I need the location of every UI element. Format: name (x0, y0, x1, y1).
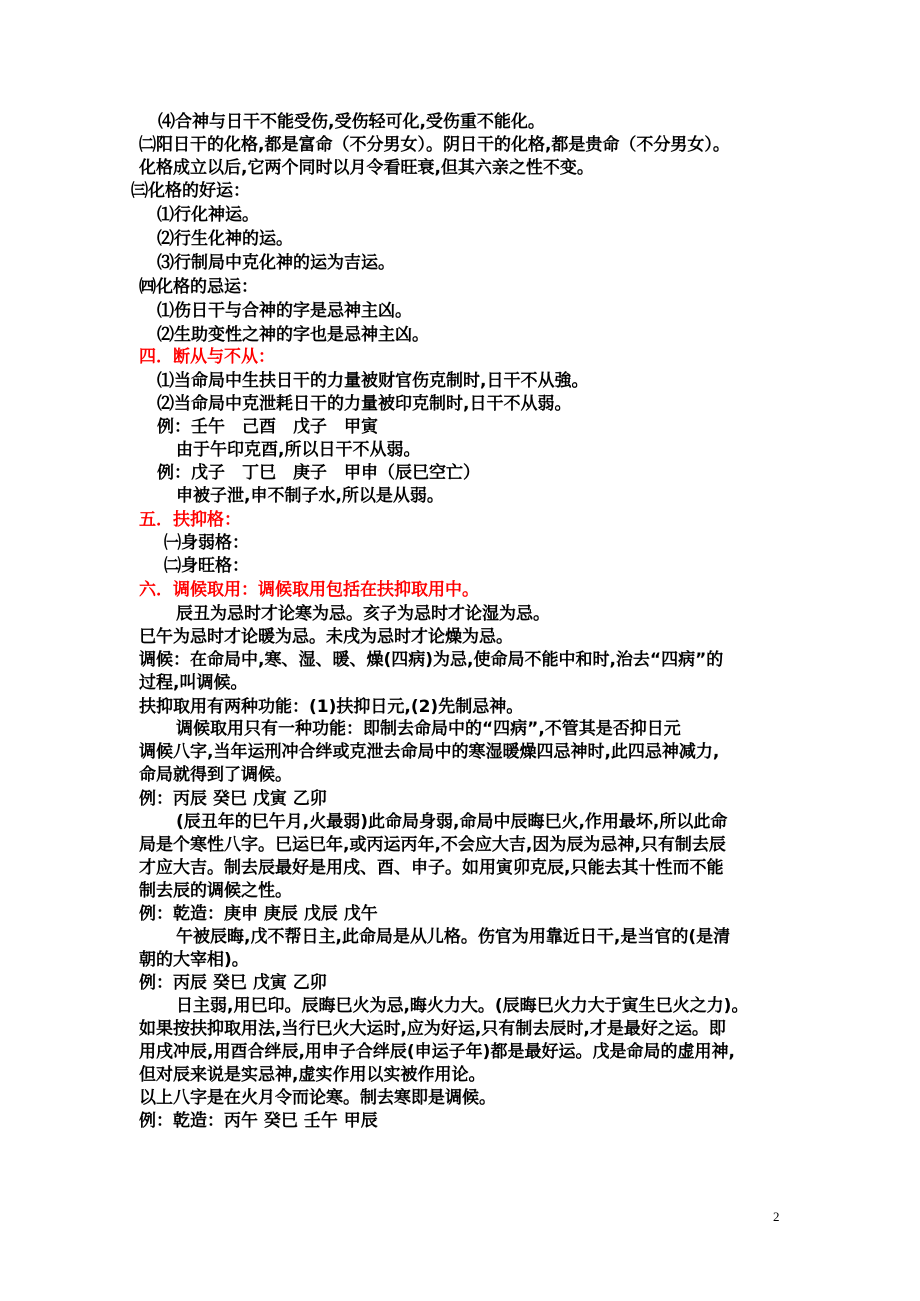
text-line-2: ㈡阳日干的化格,都是富命（不分男女）。阴日干的化格,都是贵命（不分男女）。 (139, 135, 730, 155)
text-line-29: 命局就得到了调候。 (139, 765, 292, 785)
text-line-22: 辰丑为忌时才论寒为忌。亥子为忌时才论湿为忌。 (176, 604, 550, 624)
text-line-12: ⑴当命局中生扶日干的力量被财官伤克制时,日干不从強。 (157, 371, 589, 391)
text-line-8: ㈣化格的忌运： (139, 277, 258, 297)
text-line-25: 过程,叫调候。 (139, 673, 248, 693)
text-line-17: 申被子泄,申不制子水,所以是从弱。 (176, 486, 444, 506)
section-heading-5: 五．扶抑格： (139, 510, 241, 530)
text-line-10: ⑵生助变性之神的字也是忌神主凶。 (157, 325, 429, 345)
text-line-36: 午被辰晦,戊不帮日主,此命局是从儿格。伤官为用靠近日干,是当官的(是清 (176, 927, 731, 947)
text-line-15: 由于午印克酉,所以日干不从弱。 (176, 440, 421, 460)
text-line-27: 调候取用只有一种功能：即制去命局中的“四病”,不管其是否抑日元 (176, 719, 681, 739)
text-line-20: ㈡身旺格： (164, 556, 249, 576)
text-line-4: ㈢化格的好运： (131, 181, 250, 201)
text-line-41: 用戌冲辰,用酉合绊辰,用申子合绊辰(申运子年)都是最好运。戊是命局的虚用神, (139, 1042, 735, 1062)
text-line-23: 巳午为忌时才论暖为忌。未戌为忌时才论燥为忌。 (139, 627, 513, 647)
text-line-13: ⑵当命局中克泄耗日干的力量被印克制时,日干不从弱。 (157, 394, 572, 414)
text-line-34: 制去辰的调候之性。 (139, 881, 292, 901)
text-line-32: 局是个寒性八字。巳运巳年,或丙运丙年,不会应大吉,因为辰为忌神,只有制去辰 (139, 835, 726, 855)
text-line-5: ⑴行化神运。 (157, 205, 259, 225)
text-line-30: 例：丙辰 癸巳 戊寅 乙卯 (139, 789, 327, 809)
text-line-38: 例：丙辰 癸巳 戊寅 乙卯 (139, 973, 327, 993)
text-line-31: (辰丑年的巳午月,火最弱)此命局身弱,命局中辰晦巳火,作用最坏,所以此命 (176, 812, 728, 832)
text-line-6: ⑵行生化神的运。 (157, 229, 293, 249)
text-line-9: ⑴伤日干与合神的字是忌神主凶。 (157, 301, 412, 321)
text-line-14: 例：壬午 己酉 戊子 甲寅 (157, 417, 378, 437)
text-line-24: 调候：在命局中,寒、湿、暖、燥(四病)为忌,使命局不能中和时,治去“四病”的 (139, 650, 724, 670)
text-line-1: ⑷合神与日干不能受伤,受伤轻可化,受伤重不能化。 (158, 112, 545, 132)
text-line-35: 例：乾造：庚申 庚辰 戊辰 戊午 (139, 904, 378, 924)
text-line-7: ⑶行制局中克化神的运为吉运。 (157, 253, 395, 273)
text-line-44: 例：乾造：丙午 癸巳 壬午 甲辰 (139, 1111, 378, 1131)
text-line-26: 扶抑取用有两种功能：(1)扶抑日元,(2)先制忌神。 (139, 697, 524, 717)
text-line-28: 调候八字,当年运刑冲合绊或克泄去命局中的寒湿暖燥四忌神时,此四忌神减力, (139, 742, 720, 762)
text-line-3: 化格成立以后,它两个同时以月令看旺衰,但其六亲之性不变。 (139, 158, 594, 178)
text-line-33: 才应大吉。制去辰最好是用戌、酉、申子。如用寅卯克辰,只能去其十性而不能 (139, 858, 724, 878)
page-number: 2 (773, 1209, 780, 1224)
text-line-39: 日主弱,用巳印。辰晦巳火为忌,晦火力大。(辰晦巳火力大于寅生巳火之力)。 (176, 996, 749, 1016)
text-line-37: 朝的大宰相)。 (139, 950, 249, 970)
text-line-40: 如果按扶抑取用法,当行巳火大运时,应为好运,只有制去辰时,才是最好之运。即 (139, 1019, 726, 1039)
section-heading-4: 四．断从与不从： (139, 347, 275, 367)
text-line-43: 以上八字是在火月令而论寒。制去寒即是调候。 (139, 1088, 496, 1108)
text-line-19: ㈠身弱格： (164, 533, 249, 553)
text-line-42: 但对辰来说是实忌神,虚实作用以实被作用论。 (139, 1065, 486, 1085)
text-line-16: 例：戊子 丁巳 庚子 甲申（辰巳空亡） (157, 463, 480, 483)
section-heading-6: 六．调候取用：调候取用包括在扶抑取用中。 (139, 580, 479, 600)
